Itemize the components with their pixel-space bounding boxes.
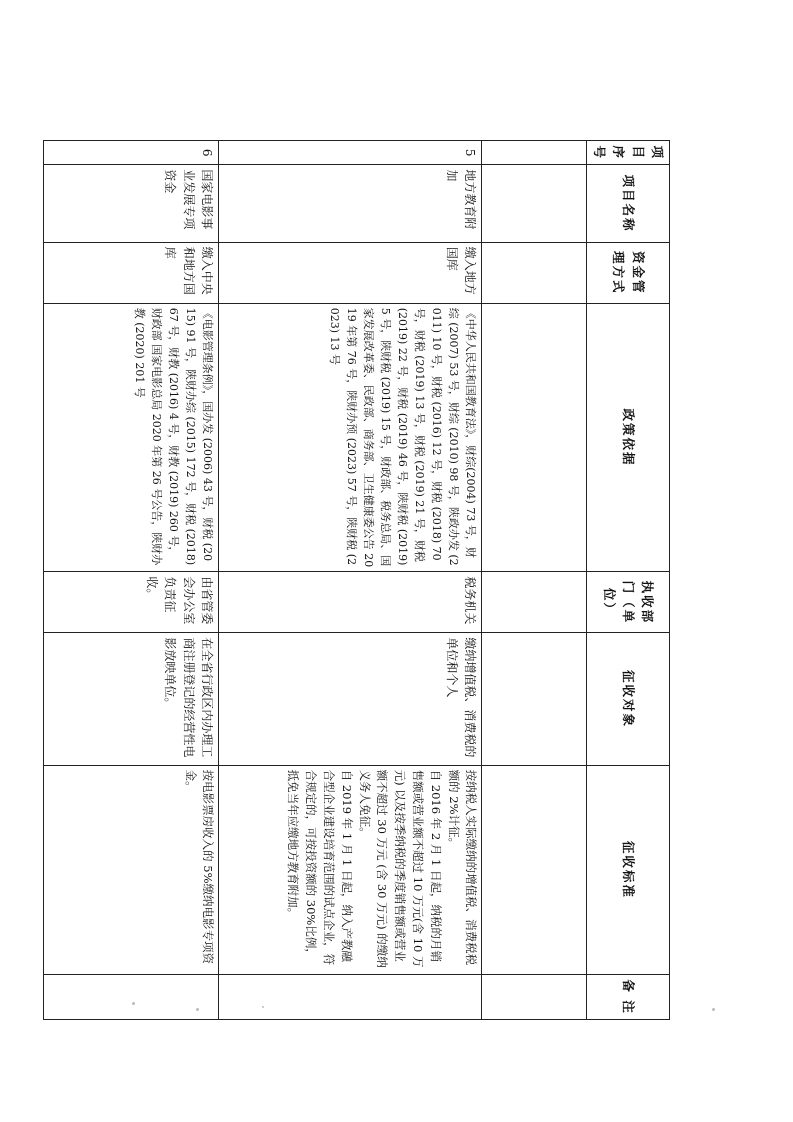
- levy-standard-paragraph: 按纳税人实际缴纳的增值税、消费税税额的 2%计征。: [446, 769, 479, 966]
- header-remarks: 备 注: [587, 975, 670, 1020]
- cell-policy-basis: [482, 303, 587, 572]
- cell-remarks: [219, 975, 482, 1020]
- scan-speck: [712, 1008, 715, 1011]
- cell-item-name: 国家电影事业发展专项资金: [44, 165, 219, 242]
- header-levy-object: 征收对象: [587, 633, 670, 765]
- levy-standard-paragraph: 自 2019 年 1 月 1 日起，纳入产教融合型企业建设培育范围的试点企业，符合规定的，可按投资额的 30%比例，抵免当年应缴地方教育附加。: [286, 769, 354, 966]
- cell-item-name: 地方教育附加: [219, 165, 482, 242]
- table-row: [482, 141, 587, 1020]
- cell-policy-basis: 《电影管理条例》，国办发 (2006) 43 号，财税 (2015) 91 号，陕财办综 (2015) 172 号，财税 (2018) 67 号，财教 (2016) 4 号，财教 (2019) 260 号，财政部 国家电影总局 2020 年第 26 号公告，陕财办教 (2020) 201 号: [44, 303, 219, 572]
- table-row: [219, 141, 482, 1020]
- cell-item-no: 6: [44, 141, 219, 165]
- scan-speck: [262, 1006, 264, 1008]
- cell-fund-management: 缴入中央和地方国库: [44, 242, 219, 303]
- cell-levy-standard: [219, 765, 482, 975]
- rotated-document-sheet: [102, 140, 670, 1020]
- cell-item-no: [482, 141, 587, 165]
- table-header-row: [587, 141, 670, 1020]
- levy-standard-paragraph: 按电影票房收入的 5%缴纳电影专项资金。: [183, 769, 216, 965]
- cell-policy-basis: 《中华人民共和国教育法》，财综(2004) 73 号，财综 (2007) 53 号，财综 (2010) 98 号，陕政办发 (2011) 10 号，财税 (2016) 12 号，财税 (2018) 70 号，财税 (2019) 13 号，财税 (2019) 21 号，财税 (2019) 22 号，财税 (2019) 46 号，陕财税 (2019) 5 号，陕财税 (2019) 15 号，财政部、税务总局、国家发展改革委、民政部、商务部、卫生健康委公告 2019 年第 76 号，陕财办预 (2023) 57 号，陕财税 (2023) 13 号: [219, 303, 482, 572]
- cell-fund-management: [482, 242, 587, 303]
- cell-levy-object: 在全省行政区内办理工商注册登记的经营性电影放映单位。: [44, 633, 219, 765]
- cell-collecting-department: [482, 572, 587, 633]
- cell-item-name: [482, 165, 587, 242]
- fee-item-table: [44, 140, 671, 1020]
- header-fund-management: 资金管理方式: [587, 242, 670, 303]
- cell-levy-object: 缴纳增值税、消费税的单位和个人: [219, 633, 482, 765]
- table-row: [44, 141, 219, 1020]
- scan-speck: [196, 1008, 199, 1011]
- cell-remarks: [482, 975, 587, 1020]
- cell-fund-management: 缴入地方国库: [219, 242, 482, 303]
- header-collecting-department: 执收部门（单位）: [587, 572, 670, 633]
- cell-levy-standard: [44, 765, 219, 975]
- cell-item-no: 5: [219, 141, 482, 165]
- levy-standard-paragraph: 自 2016 年 2 月 1 日起，纳税的月销售额或营业额不超过 10 万元(含 10 万元) 以及按季纳税的季度销售额或营业额不超过 30 万元 (含 30 万元) 的缴纳义务人免征。: [357, 769, 443, 968]
- header-levy-standard: 征收标准: [587, 765, 670, 975]
- header-item-name: 项目名称: [587, 165, 670, 242]
- cell-levy-standard: [482, 765, 587, 975]
- cell-remarks: [44, 975, 219, 1020]
- scan-speck: [132, 1002, 135, 1005]
- cell-collecting-department: 由省管委会办公室负责征收。: [44, 572, 219, 633]
- cell-collecting-department: 税务机关: [219, 572, 482, 633]
- header-item-no: 项目序号: [587, 141, 670, 165]
- header-policy-basis: 政策依据: [587, 303, 670, 572]
- cell-levy-object: [482, 633, 587, 765]
